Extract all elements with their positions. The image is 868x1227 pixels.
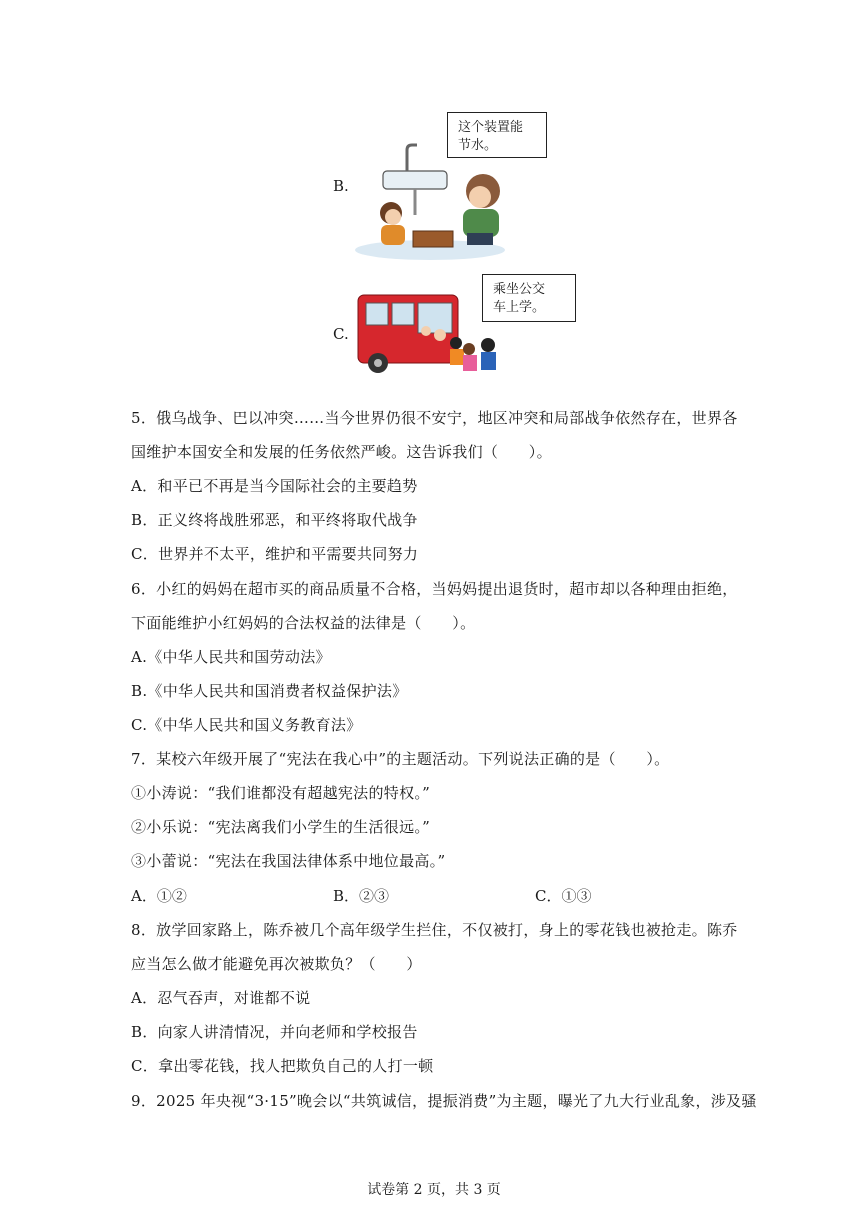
q6-stem-line-2: 下面能维护小红妈妈的合法权益的法律是（ ）。 [131, 614, 476, 632]
q5-option-b: B．正义终将战胜邪恶，和平终将取代战争 [131, 511, 418, 529]
figure-c-label: C. [333, 325, 349, 343]
q6-option-b: B.《中华人民共和国消费者权益保护法》 [131, 682, 408, 700]
figure-b-speech-bubble: 这个装置能 节水。 [447, 112, 547, 158]
q9-stem-line-1: 9．2025 年央视“3·15”晚会以“共筑诚信，提振消费”为主题，曝光了九大行业乱象，涉及骚 [131, 1092, 757, 1110]
figure-c-speech-bubble: 乘坐公交 车上学。 [482, 274, 576, 322]
q7-stem: 7．某校六年级开展了“宪法在我心中”的主题活动。下列说法正确的是（ ）。 [131, 750, 670, 768]
q6-option-c: C.《中华人民共和国义务教育法》 [131, 716, 362, 734]
q5-option-a: A．和平已不再是当今国际社会的主要趋势 [131, 477, 418, 495]
q8-option-b: B．向家人讲清情况，并向老师和学校报告 [131, 1023, 418, 1041]
q6-option-a: A.《中华人民共和国劳动法》 [131, 648, 331, 666]
page-footer: 试卷第 2 页，共 3 页 [367, 1182, 501, 1198]
q5-option-c: C．世界并不太平，维护和平需要共同努力 [131, 545, 419, 563]
q7-choice-c: C．①③ [535, 887, 592, 905]
q7-choice-b: B．②③ [333, 887, 390, 905]
q8-option-c: C．拿出零花钱，找人把欺负自己的人打一顿 [131, 1057, 434, 1075]
q8-stem-line-2: 应当怎么做才能避免再次被欺负？（ ） [131, 955, 422, 973]
figure-b-label: B. [333, 177, 349, 195]
q8-stem-line-1: 8．放学回家路上，陈乔被几个高年级学生拦住，不仅被打，身上的零花钱也被抢走。陈乔 [131, 921, 738, 939]
q7-choice-a: A．①② [131, 887, 187, 905]
q8-option-a: A．忍气吞声，对谁都不说 [131, 989, 311, 1007]
q5-stem-line-1: 5．俄乌战争、巴以冲突……当今世界仍很不安宁，地区冲突和局部战争依然存在，世界各 [131, 409, 738, 427]
q6-stem-line-1: 6．小红的妈妈在超市买的商品质量不合格，当妈妈提出退货时，超市却以各种理由拒绝， [131, 580, 738, 598]
q7-statement-1: ①小涛说：“我们谁都没有超越宪法的特权。” [131, 784, 431, 802]
q7-statement-2: ②小乐说：“宪法离我们小学生的生活很远。” [131, 818, 431, 836]
q5-stem-line-2: 国维护本国安全和发展的任务依然严峻。这告诉我们（ ）。 [131, 443, 552, 461]
q7-statement-3: ③小蕾说：“宪法在我国法律体系中地位最高。” [131, 852, 446, 870]
